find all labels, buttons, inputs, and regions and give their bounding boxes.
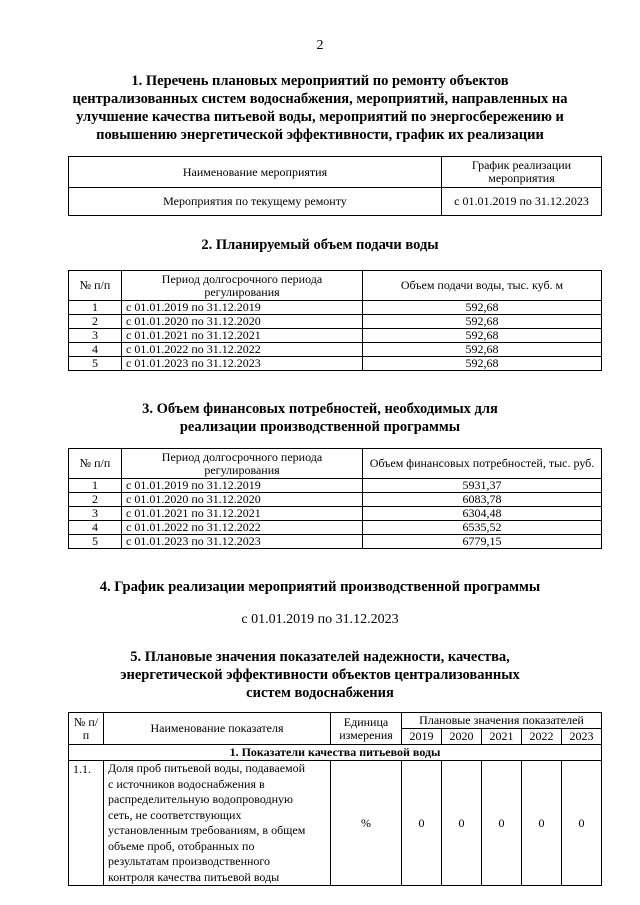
- row-number: 2: [69, 493, 122, 507]
- table-cell: с 01.01.2019 по 31.12.2023: [442, 188, 602, 216]
- table-row: [69, 521, 602, 535]
- desc-line: установленным требованиям, в общем: [108, 823, 306, 837]
- table-row: [69, 343, 602, 357]
- section4-title: 4. График реализации мероприятий производственной программы: [99, 579, 541, 595]
- row-number: 1: [69, 479, 122, 493]
- row-value: 5931,37: [363, 479, 602, 493]
- table-header-cell: № п/п: [69, 449, 122, 479]
- section3-title-line: реализации производственной программы: [179, 419, 461, 435]
- row-value: 0: [481, 761, 521, 886]
- year-header: 2020: [441, 729, 481, 745]
- row-value: 6779,15: [363, 535, 602, 549]
- row-value: 0: [521, 761, 561, 886]
- row-period: с 01.01.2022 по 31.12.2022: [122, 343, 363, 357]
- row-period: с 01.01.2019 по 31.12.2019: [122, 301, 363, 315]
- section5-title-line: систем водоснабжения: [246, 685, 394, 701]
- row-period: с 01.01.2020 по 31.12.2020: [122, 315, 363, 329]
- year-header: 2021: [481, 729, 521, 745]
- section4-period: с 01.01.2019 по 31.12.2023: [241, 612, 399, 627]
- row-number: 4: [69, 521, 122, 535]
- row-value: 592,68: [363, 329, 602, 343]
- row-number: 3: [69, 507, 122, 521]
- table-header-cell: График реализации мероприятия: [442, 157, 602, 188]
- row-value: 592,68: [363, 301, 602, 315]
- year-header: 2023: [561, 729, 601, 745]
- section5-title-line: энергетической эффективности объектов централизованных: [120, 667, 520, 683]
- row-number: 2: [69, 315, 122, 329]
- table-row: [69, 329, 602, 343]
- indicator-description: [104, 761, 331, 886]
- financial-needs-table: [68, 448, 602, 549]
- row-period: с 01.01.2023 по 31.12.2023: [122, 357, 363, 371]
- section5-title: [40, 648, 600, 702]
- section1-title: [40, 72, 600, 144]
- table-header-cell: Наименование мероприятия: [69, 157, 442, 188]
- section1-title-line: 1. Перечень плановых мероприятий по ремонту объектов: [131, 73, 509, 89]
- row-period: с 01.01.2022 по 31.12.2022: [122, 521, 363, 535]
- group-header: 1. Показатели качества питьевой воды: [69, 745, 602, 761]
- row-period: с 01.01.2021 по 31.12.2021: [122, 329, 363, 343]
- desc-line: Доля проб питьевой воды, подаваемой: [108, 761, 306, 775]
- activities-table: [68, 156, 602, 216]
- table-row: [69, 301, 602, 315]
- row-value: 6535,52: [363, 521, 602, 535]
- table-header-cell: Период долгосрочного периода регулирования: [122, 271, 363, 301]
- section2-title: 2. Планируемый объем подачи воды: [201, 237, 439, 253]
- row-unit: %: [331, 761, 402, 886]
- table-header-cell: Единица измерения: [331, 713, 402, 745]
- row-period: с 01.01.2019 по 31.12.2019: [122, 479, 363, 493]
- section3-title: [40, 400, 600, 436]
- table-row: [69, 315, 602, 329]
- section1-title-line: централизованных систем водоснабжения, мероприятий, направленных на: [72, 91, 568, 107]
- row-value: 592,68: [363, 315, 602, 329]
- table-header-cell: № п/п: [69, 713, 104, 745]
- table-cell: Мероприятия по текущему ремонту: [69, 188, 442, 216]
- desc-line: контроля качества питьевой воды: [108, 869, 280, 884]
- section1-title-line: повышению энергетической эффективности, график их реализации: [96, 127, 544, 143]
- table-header-cell: Плановые значения показателей: [402, 713, 602, 729]
- table-row: [69, 507, 602, 521]
- row-period: с 01.01.2023 по 31.12.2023: [122, 535, 363, 549]
- section1-title-line: улучшение качества питьевой воды, мероприятий по энергосбережению и: [76, 109, 564, 125]
- row-number: 5: [69, 535, 122, 549]
- row-value: 0: [441, 761, 481, 886]
- year-header: 2019: [402, 729, 442, 745]
- desc-line: с источников водоснабжения в: [108, 776, 265, 791]
- desc-line: результатам производственного: [108, 854, 271, 868]
- row-value: 0: [402, 761, 442, 886]
- row-number: 4: [69, 343, 122, 357]
- table-row: [69, 479, 602, 493]
- section3-title-line: 3. Объем финансовых потребностей, необходимых для: [142, 401, 498, 417]
- table-header-cell: Объем финансовых потребностей, тыс. руб.: [363, 449, 602, 479]
- row-number: 3: [69, 329, 122, 343]
- table-header-cell: Объем подачи воды, тыс. куб. м: [363, 271, 602, 301]
- desc-line: распределительную водопроводную: [108, 792, 293, 806]
- page-number: 2: [316, 38, 324, 53]
- table-row: [69, 535, 602, 549]
- row-value: 6304,48: [363, 507, 602, 521]
- table-header-cell: № п/п: [69, 271, 122, 301]
- desc-line: сеть, не соответствующих: [108, 807, 242, 822]
- row-number: 5: [69, 357, 122, 371]
- row-number: 1.1.: [69, 761, 104, 886]
- row-value: 0: [561, 761, 601, 886]
- row-value: 6083,78: [363, 493, 602, 507]
- row-number: 1: [69, 301, 122, 315]
- row-period: с 01.01.2021 по 31.12.2021: [122, 507, 363, 521]
- table-row: [69, 493, 602, 507]
- water-supply-table: [68, 270, 602, 371]
- year-header: 2022: [521, 729, 561, 745]
- desc-line: объеме проб, отобранных по: [108, 838, 255, 853]
- row-value: 592,68: [363, 357, 602, 371]
- section5-title-line: 5. Плановые значения показателей надежности, качества,: [130, 649, 510, 665]
- row-value: 592,68: [363, 343, 602, 357]
- row-period: с 01.01.2020 по 31.12.2020: [122, 493, 363, 507]
- table-header-cell: Период долгосрочного периода регулирования: [122, 449, 363, 479]
- table-row: [69, 357, 602, 371]
- indicators-table: [68, 712, 602, 886]
- table-row: [69, 761, 602, 886]
- table-header-cell: Наименование показателя: [104, 713, 331, 745]
